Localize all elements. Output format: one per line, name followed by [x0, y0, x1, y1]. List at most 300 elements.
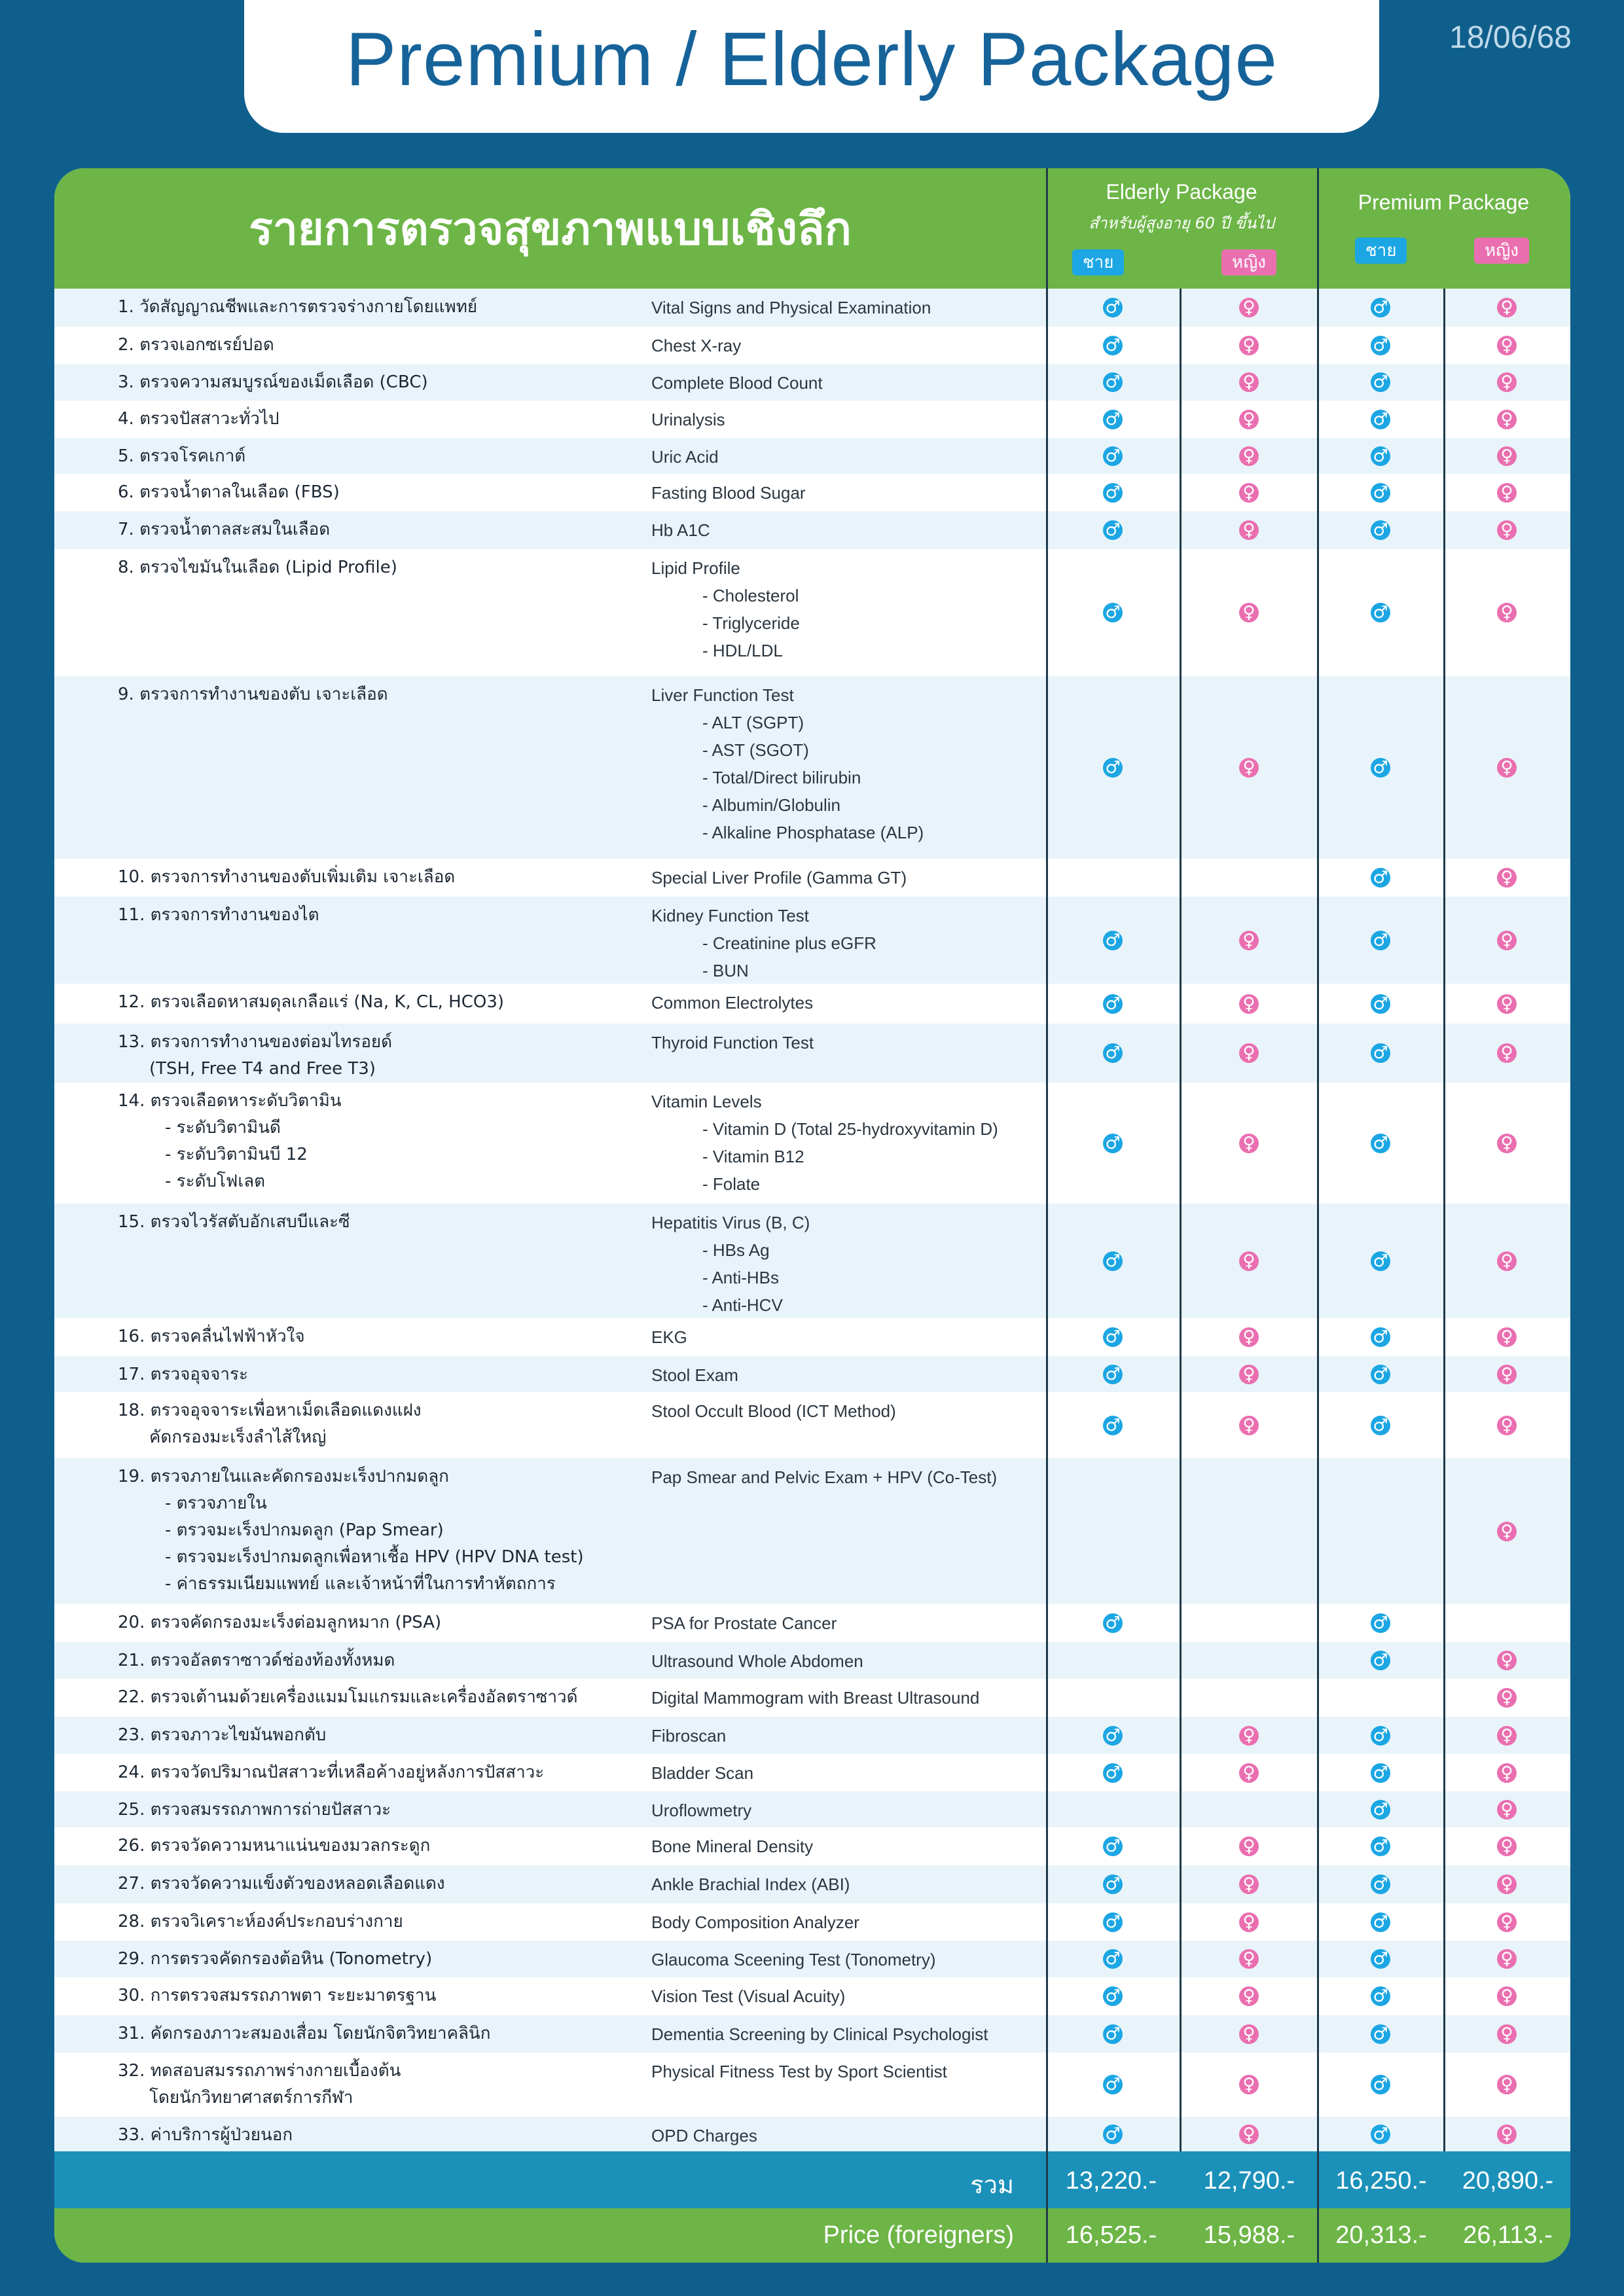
english-item-line: Body Composition Analyzer [651, 1912, 859, 1932]
thai-item-label [118, 1397, 422, 1451]
table-row [54, 2053, 1570, 2117]
female-symbol-icon: ♀ [1497, 483, 1517, 503]
male-symbol-icon: ♂ [1371, 994, 1390, 1014]
male-symbol-icon: ♂ [1371, 2125, 1390, 2144]
table-row [54, 1941, 1570, 1977]
female-symbol-icon: ♀ [1239, 1837, 1259, 1856]
elderly-male-badge: ชาย [1072, 249, 1124, 276]
male-symbol-icon: ♂ [1103, 1134, 1123, 1153]
thai-item-label [118, 1759, 544, 1786]
thai-item-line: โดยนักวิทยาศาสตร์การกีฬา [149, 2088, 353, 2108]
thai-item-line: 2. ตรวจเอกซเรย์ปอด [118, 335, 274, 355]
english-item-label [651, 1833, 813, 1860]
premium-package-header [1317, 168, 1570, 289]
female-symbol-icon: ♀ [1497, 372, 1517, 392]
male-symbol-icon: ♂ [1371, 1874, 1390, 1894]
foreigner-premium-male: 20,313.- [1335, 2221, 1427, 2249]
thai-item-line: 6. ตรวจน้ำตาลในเลือด (FBS) [118, 482, 340, 502]
male-symbol-icon: ♂ [1371, 1251, 1390, 1271]
female-symbol-icon: ♀ [1239, 372, 1259, 392]
male-symbol-icon: ♂ [1103, 1912, 1123, 1932]
table-row [54, 897, 1570, 984]
english-item-line: Dementia Screening by Clinical Psychologist [651, 2024, 988, 2044]
female-symbol-icon: ♀ [1239, 446, 1259, 466]
female-symbol-icon: ♀ [1497, 931, 1517, 950]
english-item-label [651, 1871, 850, 1898]
english-item-line: Stool Exam [651, 1365, 738, 1385]
english-item-line: - Cholesterol [702, 586, 799, 605]
thai-item-line: - ระดับวิตามินบี 12 [165, 1145, 308, 1164]
male-symbol-icon: ♂ [1371, 2075, 1390, 2094]
english-item-label [651, 902, 876, 984]
male-symbol-icon: ♂ [1103, 446, 1123, 466]
thai-item-line: - ระดับวิตามินดี [165, 1118, 281, 1138]
total-premium-female: 20,890.- [1462, 2167, 1554, 2195]
premium-female-badge: หญิง [1474, 238, 1529, 264]
female-symbol-icon: ♀ [1497, 868, 1517, 888]
female-symbol-icon: ♀ [1497, 1837, 1517, 1856]
english-item-label [651, 1361, 738, 1389]
thai-item-label [118, 1833, 430, 1859]
male-symbol-icon: ♂ [1103, 410, 1123, 429]
table-row [54, 1903, 1570, 1941]
thai-item-line: - ตรวจภายใน [165, 1494, 267, 1513]
english-item-line: Hepatitis Virus (B, C) [651, 1213, 810, 1232]
female-symbol-icon: ♀ [1497, 1874, 1517, 1894]
english-item-label [651, 332, 741, 359]
female-symbol-icon: ♀ [1239, 994, 1259, 1014]
male-symbol-icon: ♂ [1371, 298, 1390, 317]
english-item-line: Uric Acid [651, 447, 719, 467]
english-item-label [651, 989, 813, 1016]
english-item-line: Common Electrolytes [651, 993, 814, 1013]
female-symbol-icon: ♀ [1239, 410, 1259, 429]
thai-item-line: 3. ตรวจความสมบูรณ์ของเม็ดเลือด (CBC) [118, 372, 428, 392]
table-row [54, 859, 1570, 897]
english-item-line: - Vitamin D (Total 25-hydroxyvitamin D) [702, 1119, 998, 1139]
total-row [54, 2151, 1570, 2208]
female-symbol-icon: ♀ [1497, 1134, 1517, 1153]
male-symbol-icon: ♂ [1103, 1763, 1123, 1783]
thai-item-label [118, 864, 455, 891]
elderly-package-name: Elderly Package [1106, 180, 1257, 204]
female-symbol-icon: ♀ [1497, 603, 1517, 622]
male-symbol-icon: ♂ [1103, 372, 1123, 392]
thai-item-line: - ตรวจมะเร็งปากมดลูกเพื่อหาเชื้อ HPV (HPV DNA test) [165, 1547, 584, 1567]
table-row [54, 1754, 1570, 1791]
english-item-line: - Anti-HBs [702, 1268, 780, 1287]
foreigner-elderly-male: 16,525.- [1065, 2221, 1157, 2249]
english-item-line: Ankle Brachial Index (ABI) [651, 1874, 850, 1894]
english-item-line: - Vitamin B12 [702, 1147, 804, 1166]
female-symbol-icon: ♀ [1497, 446, 1517, 466]
female-symbol-icon: ♀ [1497, 410, 1517, 429]
english-item-line: Uroflowmetry [651, 1801, 752, 1820]
column-divider [1180, 289, 1182, 2151]
thai-item-line: 31. คัดกรองภาวะสมองเสื่อม โดยนักจิตวิทยาคลินิก [118, 2024, 491, 2043]
table-row [54, 1865, 1570, 1903]
english-item-label [651, 2058, 947, 2085]
female-symbol-icon: ♀ [1239, 1726, 1259, 1746]
female-symbol-icon: ♀ [1239, 1874, 1259, 1894]
thai-item-label [118, 1909, 403, 1935]
thai-item-line: 8. ตรวจไขมันในเลือด (Lipid Profile) [118, 558, 397, 577]
english-item-label [651, 1609, 837, 1637]
male-symbol-icon: ♂ [1371, 2024, 1390, 2044]
thai-item-label [118, 554, 397, 581]
thai-item-label [118, 1361, 248, 1388]
female-symbol-icon: ♀ [1497, 1800, 1517, 1820]
table-row [54, 364, 1570, 401]
english-item-line: Kidney Function Test [651, 906, 809, 925]
english-item-line: Ultrasound Whole Abdomen [651, 1651, 863, 1671]
english-item-line: Vital Signs and Physical Examination [651, 298, 931, 317]
thai-item-line: 30. การตรวจสมรรถภาพตา ระยะมาตรฐาน [118, 1986, 437, 2005]
female-symbol-icon: ♀ [1239, 520, 1259, 540]
table-row [54, 474, 1570, 511]
thai-item-line: 4. ตรวจปัสสาวะทั่วไป [118, 409, 280, 429]
thai-item-label [118, 479, 340, 506]
female-symbol-icon: ♀ [1239, 1949, 1259, 1969]
english-item-line: - Anti-HCV [702, 1295, 783, 1315]
female-symbol-icon: ♀ [1239, 1912, 1259, 1932]
total-elderly-male: 13,220.- [1065, 2167, 1157, 2195]
table-row [54, 1827, 1570, 1865]
package-table [54, 168, 1570, 2263]
elderly-package-subtitle: สำหรับผู้สูงอายุ 60 ปี ขึ้นไป [1089, 214, 1274, 232]
male-symbol-icon: ♂ [1103, 1837, 1123, 1856]
male-symbol-icon: ♂ [1371, 1613, 1390, 1633]
thai-item-line: - ค่าธรรมเนียมแพทย์ และเจ้าหน้าที่ในการทำหัตถการ [165, 1574, 556, 1594]
english-item-label [651, 406, 725, 433]
thai-item-line: 18. ตรวจอุจจาระเพื่อหาเม็ดเลือดแดงแฝง [118, 1401, 422, 1420]
english-item-line: EKG [651, 1327, 687, 1347]
column-divider [1443, 289, 1445, 2151]
english-item-line: Hb A1C [651, 520, 710, 540]
english-item-line: - Albumin/Globulin [702, 795, 840, 815]
english-item-label [651, 1722, 726, 1749]
table-row [54, 984, 1570, 1024]
female-symbol-icon: ♀ [1497, 2125, 1517, 2144]
english-item-line: Lipid Profile [651, 558, 740, 578]
male-symbol-icon: ♂ [1371, 1763, 1390, 1783]
male-symbol-icon: ♂ [1371, 603, 1390, 622]
english-item-label [651, 294, 931, 321]
male-symbol-icon: ♂ [1371, 336, 1390, 355]
elderly-package-header [1046, 168, 1317, 289]
female-symbol-icon: ♀ [1497, 1522, 1517, 1541]
female-symbol-icon: ♀ [1239, 1365, 1259, 1384]
female-symbol-icon: ♀ [1497, 1251, 1517, 1271]
female-symbol-icon: ♀ [1497, 994, 1517, 1014]
date-label: 18/06/68 [1449, 20, 1572, 55]
male-symbol-icon: ♂ [1371, 758, 1390, 778]
female-symbol-icon: ♀ [1239, 1251, 1259, 1271]
english-item-label [651, 1088, 998, 1198]
female-symbol-icon: ♀ [1239, 483, 1259, 503]
thai-item-line: 32. ทดสอบสมรรถภาพร่างกายเบื้องต้น [118, 2061, 401, 2081]
table-row [54, 1356, 1570, 1392]
male-symbol-icon: ♂ [1103, 1726, 1123, 1746]
english-item-label [651, 554, 800, 664]
thai-item-label [118, 294, 477, 321]
table-row [54, 1083, 1570, 1204]
male-symbol-icon: ♂ [1371, 1837, 1390, 1856]
thai-item-line: 23. ตรวจภาวะไขมันพอกตับ [118, 1725, 327, 1745]
thai-item-label [118, 516, 330, 543]
thai-item-label [118, 681, 388, 708]
english-item-label [651, 2122, 757, 2149]
english-item-label [651, 2020, 988, 2048]
table-header [54, 168, 1570, 289]
female-symbol-icon: ♀ [1239, 1134, 1259, 1153]
male-symbol-icon: ♂ [1103, 2024, 1123, 2044]
male-symbol-icon: ♂ [1103, 1365, 1123, 1384]
english-item-line: - Total/Direct bilirubin [702, 768, 861, 787]
thai-item-line: 21. ตรวจอัลตราซาวด์ช่องท้องทั้งหมด [118, 1651, 395, 1670]
table-row [54, 1204, 1570, 1318]
male-symbol-icon: ♂ [1103, 336, 1123, 355]
total-premium-male: 16,250.- [1335, 2167, 1427, 2195]
english-item-line: Special Liver Profile (Gamma GT) [651, 868, 907, 888]
male-symbol-icon: ♂ [1371, 520, 1390, 540]
female-symbol-icon: ♀ [1497, 1949, 1517, 1969]
english-item-label [651, 443, 719, 471]
male-symbol-icon: ♂ [1371, 931, 1390, 950]
thai-item-label [118, 1029, 392, 1083]
table-row [54, 438, 1570, 474]
thai-item-label [118, 902, 319, 929]
female-symbol-icon: ♀ [1239, 1043, 1259, 1063]
english-item-line: - Alkaline Phosphatase (ALP) [702, 823, 924, 842]
table-row [54, 511, 1570, 549]
english-item-line: Chest X-ray [651, 336, 742, 355]
male-symbol-icon: ♂ [1371, 1912, 1390, 1932]
english-item-label [651, 1797, 751, 1824]
thai-item-line: 33. ค่าบริการผู้ป่วยนอก [118, 2125, 293, 2145]
english-item-line: - Folate [702, 1174, 761, 1194]
english-item-line: Vitamin Levels [651, 1092, 762, 1111]
premium-male-badge: ชาย [1355, 238, 1407, 264]
table-row [54, 289, 1570, 327]
thai-item-label [118, 1647, 395, 1674]
english-item-label [651, 1684, 979, 1712]
english-item-label [651, 1647, 863, 1675]
thai-item-label [118, 2122, 293, 2149]
female-symbol-icon: ♀ [1239, 1986, 1259, 2006]
thai-item-line: 1. วัดสัญญาณชีพและการตรวจร่างกายโดยแพทย์ [118, 297, 478, 317]
english-item-line: - Creatinine plus eGFR [702, 933, 876, 953]
male-symbol-icon: ♂ [1371, 868, 1390, 888]
thai-item-label [118, 989, 504, 1016]
english-item-line: Bone Mineral Density [651, 1837, 814, 1856]
english-item-line: OPD Charges [651, 2126, 757, 2145]
thai-item-line: 5. ตรวจโรคเกาต์ [118, 446, 246, 466]
thai-item-label [118, 1088, 342, 1195]
table-row [54, 2015, 1570, 2053]
foreigner-price-row [54, 2208, 1570, 2263]
foreigner-price-label: Price (foreigners) [823, 2221, 1014, 2249]
english-item-label [651, 1759, 753, 1787]
male-symbol-icon: ♂ [1103, 1874, 1123, 1894]
thai-item-line: 27. ตรวจวัดความแข็งตัวของหลอดเลือดแดง [118, 1874, 445, 1893]
thai-item-line: - ระดับโฟเลต [165, 1172, 266, 1191]
page-title: Premium / Elderly Package [346, 16, 1278, 101]
male-symbol-icon: ♂ [1371, 410, 1390, 429]
premium-package-name: Premium Package [1358, 190, 1530, 214]
female-symbol-icon: ♀ [1497, 1043, 1517, 1063]
female-symbol-icon: ♀ [1497, 1327, 1517, 1347]
english-item-line: Fibroscan [651, 1726, 727, 1746]
table-row [54, 1024, 1570, 1083]
male-symbol-icon: ♂ [1103, 931, 1123, 950]
male-symbol-icon: ♂ [1371, 1986, 1390, 2006]
english-item-label [651, 1463, 997, 1491]
thai-item-label [118, 443, 245, 470]
english-item-label [651, 681, 924, 846]
total-label: รวม [970, 2172, 1014, 2199]
female-symbol-icon: ♀ [1497, 1365, 1517, 1384]
male-symbol-icon: ♂ [1103, 483, 1123, 503]
table-row [54, 676, 1570, 859]
thai-item-line: 29. การตรวจคัดกรองต้อหิน (Tonometry) [118, 1949, 433, 1969]
male-symbol-icon: ♂ [1371, 1651, 1390, 1670]
thai-item-label [118, 2058, 401, 2111]
table-row [54, 327, 1570, 364]
thai-item-label [118, 1609, 441, 1636]
female-symbol-icon: ♀ [1497, 2024, 1517, 2044]
female-symbol-icon: ♀ [1497, 2075, 1517, 2094]
thai-item-label [118, 2020, 490, 2047]
thai-item-line: 9. ตรวจการทำงานของตับ เจาะเลือด [118, 685, 388, 704]
table-title: รายการตรวจสุขภาพแบบเชิงลึก [249, 204, 852, 255]
english-item-label [651, 1946, 936, 1973]
female-symbol-icon: ♀ [1497, 336, 1517, 355]
male-symbol-icon: ♂ [1103, 1949, 1123, 1969]
male-symbol-icon: ♂ [1371, 1949, 1390, 1969]
table-row [54, 1717, 1570, 1754]
male-symbol-icon: ♂ [1103, 2125, 1123, 2144]
male-symbol-icon: ♂ [1103, 603, 1123, 622]
thai-item-line: 19. ตรวจภายในและคัดกรองมะเร็งปากมดลูก [118, 1467, 449, 1486]
total-elderly-female: 12,790.- [1203, 2167, 1295, 2195]
female-symbol-icon: ♀ [1497, 1726, 1517, 1746]
thai-item-label [118, 1797, 391, 1823]
thai-item-label [118, 1684, 578, 1711]
male-symbol-icon: ♂ [1371, 1800, 1390, 1820]
male-symbol-icon: ♂ [1371, 1416, 1390, 1435]
thai-item-label [118, 332, 274, 359]
english-item-line: - HDL/LDL [702, 641, 783, 660]
thai-item-line: 17. ตรวจอุจจาระ [118, 1365, 248, 1384]
table-row [54, 1604, 1570, 1642]
thai-item-line: คัดกรองมะเร็งลำไส้ใหญ่ [149, 1427, 327, 1447]
english-item-line: Glaucoma Sceening Test (Tonometry) [651, 1950, 936, 1969]
male-symbol-icon: ♂ [1103, 1986, 1123, 2006]
male-symbol-icon: ♂ [1103, 1327, 1123, 1347]
thai-item-label [118, 1946, 432, 1973]
column-divider [1046, 168, 1048, 2263]
english-item-line: Liver Function Test [651, 685, 794, 705]
male-symbol-icon: ♂ [1103, 1416, 1123, 1435]
female-symbol-icon: ♀ [1497, 1416, 1517, 1435]
male-symbol-icon: ♂ [1371, 483, 1390, 503]
english-item-label [651, 516, 710, 544]
thai-item-line: 22. ตรวจเต้านมด้วยเครื่องแมมโมแกรมและเครื่องอัลตราซาวด์ [118, 1687, 578, 1707]
table-row [54, 2117, 1570, 2151]
thai-item-line: 26. ตรวจวัดความหนาแน่นของมวลกระดูก [118, 1836, 431, 1856]
female-symbol-icon: ♀ [1239, 1416, 1259, 1435]
english-item-line: - Triglyceride [702, 613, 800, 633]
female-symbol-icon: ♀ [1239, 298, 1259, 317]
thai-item-line: 24. ตรวจวัดปริมาณปัสสาวะที่เหลือค้างอยู่หลังการปัสสาวะ [118, 1763, 545, 1782]
table-row [54, 1791, 1570, 1827]
male-symbol-icon: ♂ [1371, 1726, 1390, 1746]
male-symbol-icon: ♂ [1371, 1365, 1390, 1384]
female-symbol-icon: ♀ [1239, 2075, 1259, 2094]
male-symbol-icon: ♂ [1371, 1134, 1390, 1153]
thai-item-label [118, 406, 279, 433]
thai-item-line: 12. ตรวจเลือดหาสมดุลเกลือแร่ (Na, K, CL, HCO3) [118, 992, 505, 1012]
thai-item-label [118, 1209, 350, 1236]
english-item-line: Vision Test (Visual Acuity) [651, 1986, 846, 2006]
english-item-label [651, 1397, 896, 1425]
english-item-line: - ALT (SGPT) [702, 713, 804, 732]
thai-item-label [118, 1871, 445, 1897]
male-symbol-icon: ♂ [1103, 298, 1123, 317]
table-row [54, 1679, 1570, 1717]
female-symbol-icon: ♀ [1497, 520, 1517, 540]
english-item-line: Pap Smear and Pelvic Exam + HPV (Co-Test) [651, 1467, 998, 1487]
male-symbol-icon: ♂ [1371, 372, 1390, 392]
table-row [54, 1458, 1570, 1604]
female-symbol-icon: ♀ [1239, 1327, 1259, 1347]
table-row [54, 549, 1570, 676]
table-row [54, 1642, 1570, 1679]
english-item-line: Bladder Scan [651, 1763, 754, 1783]
english-item-line: Stool Occult Blood (ICT Method) [651, 1401, 896, 1421]
thai-item-label [118, 1722, 326, 1749]
english-item-label [651, 1909, 859, 1936]
male-symbol-icon: ♂ [1371, 446, 1390, 466]
thai-item-line: 15. ตรวจไวรัสตับอักเสบบีและซี [118, 1212, 350, 1232]
table-row [54, 401, 1570, 438]
male-symbol-icon: ♂ [1103, 1613, 1123, 1633]
thai-item-line: 28. ตรวจวิเคราะห์องค์ประกอบร่างกาย [118, 1912, 403, 1931]
title-tab [244, 0, 1379, 133]
female-symbol-icon: ♀ [1239, 931, 1259, 950]
english-item-label [651, 1982, 845, 2010]
female-symbol-icon: ♀ [1239, 603, 1259, 622]
female-symbol-icon: ♀ [1239, 336, 1259, 355]
thai-item-label [118, 1463, 584, 1598]
english-item-line: Thyroid Function Test [651, 1033, 814, 1052]
female-symbol-icon: ♀ [1497, 1763, 1517, 1783]
thai-item-label [118, 1323, 305, 1350]
male-symbol-icon: ♂ [1371, 1043, 1390, 1063]
male-symbol-icon: ♂ [1103, 758, 1123, 778]
male-symbol-icon: ♂ [1103, 520, 1123, 540]
thai-item-line: - ตรวจมะเร็งปากมดลูก (Pap Smear) [165, 1520, 444, 1540]
english-item-line: - HBs Ag [702, 1240, 770, 1260]
male-symbol-icon: ♂ [1103, 1043, 1123, 1063]
english-item-label [651, 1029, 814, 1056]
foreigner-elderly-female: 15,988.- [1203, 2221, 1295, 2249]
english-item-line: PSA for Prostate Cancer [651, 1613, 837, 1633]
foreigner-premium-female: 26,113.- [1463, 2221, 1553, 2249]
english-item-label [651, 1323, 687, 1351]
male-symbol-icon: ♂ [1103, 994, 1123, 1014]
